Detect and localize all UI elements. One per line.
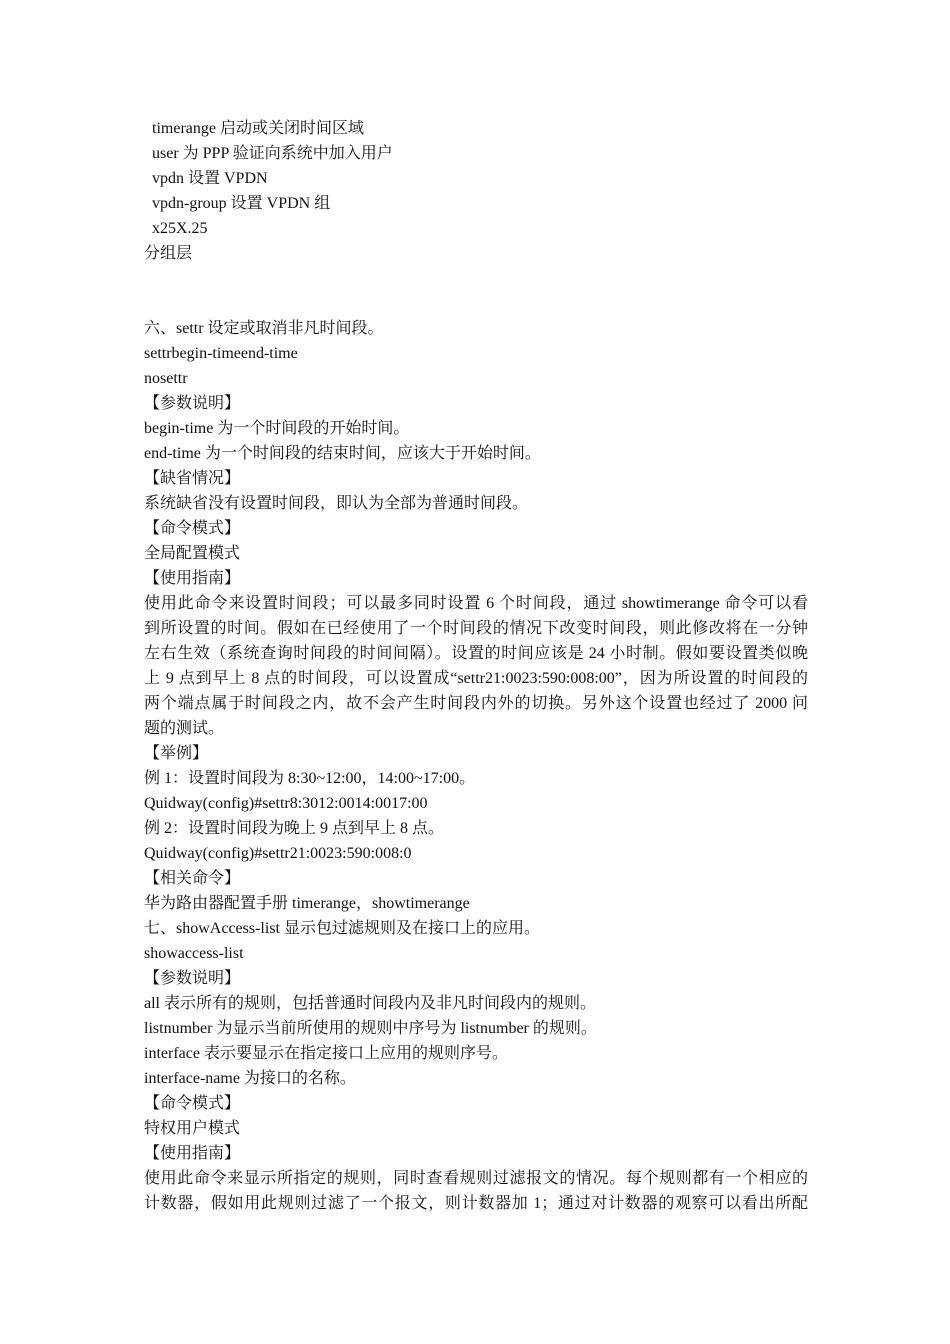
default-text: 系统缺省没有设置时间段，即认为全部为普通时间段。: [144, 495, 529, 512]
param-line: listnumber 为显示当前所使用的规则中序号为 listnumber 的规则。: [144, 1020, 597, 1037]
section-title: 七、showAccess-list 显示包过滤规则及在接口上的应用。: [144, 920, 540, 937]
example-command: Quidway(config)#settr8:3012:0014:0017:00: [144, 795, 428, 812]
mode-header: 【命令模式】: [144, 1095, 241, 1112]
mode-text: 全局配置模式: [144, 545, 241, 562]
syntax-line: showaccess-list: [144, 945, 244, 962]
guide-paragraph-line: 使用此命令来设置时间段；可以最多同时设置 6 个时间段，通过 showtimerange 命令可以看: [144, 595, 808, 612]
command-list-item: x25X.25: [152, 220, 208, 237]
related-text: 华为路由器配置手册 timerange，showtimerange: [144, 895, 470, 912]
command-list-tail: 分组层: [144, 245, 193, 262]
guide-paragraph-line: 两个端点属于时间段之内，故不会产生时间段内外的切换。另外这个设置也经过了 2000 问: [144, 695, 808, 712]
syntax-line: settrbegin-timeend-time: [144, 345, 298, 362]
example-command: Quidway(config)#settr21:0023:590:008:0: [144, 845, 412, 862]
related-header: 【相关命令】: [144, 870, 241, 887]
command-list-item: user 为 PPP 验证向系统中加入用户: [152, 145, 393, 162]
guide-header: 【使用指南】: [144, 570, 241, 587]
guide-paragraph-line: 题的测试。: [144, 720, 225, 737]
guide-paragraph-line: 计数器，假如用此规则过滤了一个报文，则计数器加 1；通过对计数器的观察可以看出所配: [144, 1195, 808, 1212]
param-header: 【参数说明】: [144, 395, 241, 412]
mode-header: 【命令模式】: [144, 520, 241, 537]
param-line: end-time 为一个时间段的结束时间，应该大于开始时间。: [144, 445, 541, 462]
guide-paragraph-line: 使用此命令来显示所指定的规则，同时查看规则过滤报文的情况。每个规则都有一个相应的: [144, 1170, 808, 1187]
guide-header: 【使用指南】: [144, 1145, 241, 1162]
mode-text: 特权用户模式: [144, 1120, 241, 1137]
example-description: 例 1：设置时间段为 8:30~12:00，14:00~17:00。: [144, 770, 476, 787]
example-header: 【举例】: [144, 745, 209, 762]
section-title: 六、settr 设定或取消非凡时间段。: [144, 320, 384, 337]
example-description: 例 2：设置时间段为晚上 9 点到早上 8 点。: [144, 820, 445, 837]
guide-paragraph-line: 到所设置的时间。假如在已经使用了一个时间段的情况下改变时间段，则此修改将在一分钟: [144, 620, 808, 637]
command-list-item: vpdn 设置 VPDN: [152, 170, 268, 187]
default-header: 【缺省情况】: [144, 470, 241, 487]
guide-paragraph-line: 左右生效（系统查询时间段的时间间隔）。设置的时间应该是 24 小时制。假如要设置类似晚: [144, 645, 808, 662]
command-list-item: timerange 启动或关闭时间区域: [152, 120, 364, 137]
command-list-item: vpdn-group 设置 VPDN 组: [152, 195, 331, 212]
param-line: interface-name 为接口的名称。: [144, 1070, 356, 1087]
guide-paragraph-line: 上 9 点到早上 8 点的时间段，可以设置成“settr21:0023:590:008:00”，因为所设置的时间段的: [144, 670, 808, 687]
param-line: all 表示所有的规则，包括普通时间段内及非凡时间段内的规则。: [144, 995, 596, 1012]
param-line: interface 表示要显示在指定接口上应用的规则序号。: [144, 1045, 508, 1062]
syntax-line: nosettr: [144, 370, 188, 387]
param-line: begin-time 为一个时间段的开始时间。: [144, 420, 410, 437]
param-header: 【参数说明】: [144, 970, 241, 987]
